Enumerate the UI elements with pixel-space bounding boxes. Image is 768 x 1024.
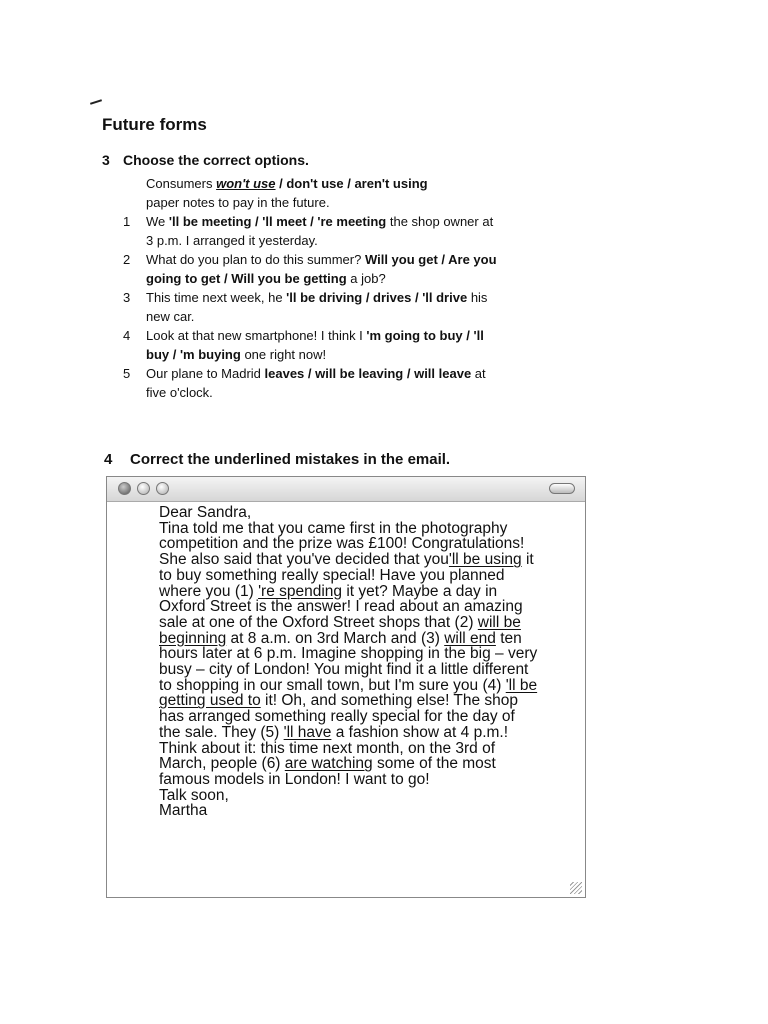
item-options: 'll be driving / drives / 'll drive (286, 290, 468, 305)
exercise-3-instruction: Choose the correct options. (123, 152, 309, 168)
item-number: 4 (123, 328, 131, 343)
underlined-mistake: 're spending (258, 582, 343, 600)
list-item: 4 Look at that new smartphone! I think I 'm going to buy / 'll buy / 'm buying one right now! (123, 328, 484, 362)
item-number: 3 (123, 290, 131, 305)
underlined-mistake: will be beginning (159, 613, 521, 647)
item-options: 'm going to buy / 'll buy / 'm buying (146, 328, 484, 362)
item-options: leaves / will be leaving / will leave (264, 366, 472, 381)
pen-mark (90, 99, 102, 105)
email-greeting: Dear Sandra, (159, 504, 252, 521)
underlined-mistake: 'll be getting used to (159, 676, 538, 710)
item-number: 2 (123, 252, 131, 267)
close-window-icon[interactable] (118, 482, 131, 495)
minimize-window-icon[interactable] (137, 482, 150, 495)
window-titlebar[interactable] (107, 477, 585, 502)
exercise-4-heading (104, 451, 450, 468)
item-number: 5 (123, 366, 131, 381)
resize-grip-icon[interactable] (570, 882, 582, 894)
exercise-4-instruction: Correct the underlined mistakes in the email. (130, 451, 451, 468)
list-item: 5 Our plane to Madrid leaves / will be leaving / will leave at five o'clock. (123, 366, 486, 400)
email-signoff: Talk soon, (159, 786, 229, 804)
item-options: Will you get / Are you going to get / Will you be getting (146, 252, 497, 286)
item-options: 'll be meeting / 'll meet / 're meeting (168, 214, 387, 229)
email-body (159, 505, 539, 819)
email-signature: Martha (159, 802, 208, 820)
example-item: Consumers won't use / don't use / aren't using paper notes to pay in the future. (146, 176, 428, 210)
underlined-mistake: 'll be using (448, 551, 522, 569)
underlined-mistake: 'll have (283, 723, 332, 741)
exercise-3-list (102, 174, 502, 402)
list-item: 1 We 'll be meeting / 'll meet / 're meeting the shop owner at 3 p.m. I arranged it yesterday. (123, 214, 494, 248)
email-window (106, 476, 586, 898)
underlined-mistake: are watching (284, 755, 373, 773)
exercise-3-number: 3 (102, 152, 110, 168)
toolbar-toggle-icon[interactable] (549, 483, 575, 494)
item-number: 1 (123, 214, 131, 229)
exercise-4-number: 4 (104, 451, 113, 468)
exercise-3-heading (102, 152, 309, 168)
zoom-window-icon[interactable] (156, 482, 169, 495)
email-text: Tina told me that you came first in the photography competition and the prize was £100! Congratulations! She also said that you've decided that you'll be using it to buy something really special! Have you planned where you (1) 're spending it yet? Maybe a day in Oxford Street is the answer! I read about an amazing sale at one of the Oxford Street shops that (2) will be beginning at 8 a.m. on 3rd March and (3) will end ten hours later at 6 p.m. Imagine shopping in the big – very busy – city of London! You might find it a little different to shopping in our small town, but I'm sure you (4) 'll be getting used to it! Oh, and something else! The shop has arranged something really special for the day of the sale. They (5) 'll have a fashion show at 4 p.m.! Think about it: this time next month, on the 3rd of March, people (6) are watching some of the most famous models in London! I want to go! (159, 519, 538, 788)
section-title: Future forms (102, 115, 207, 134)
underlined-mistake: will end (444, 629, 496, 647)
example-answer: won't use (216, 176, 276, 191)
list-item: 3 This time next week, he 'll be driving / drives / 'll drive his new car. (123, 290, 488, 324)
example-options: / don't use / aren't using (275, 176, 428, 191)
list-item: 2 What do you plan to do this summer? Will you get / Are you going to get / Will you be getting a job? (123, 252, 497, 286)
